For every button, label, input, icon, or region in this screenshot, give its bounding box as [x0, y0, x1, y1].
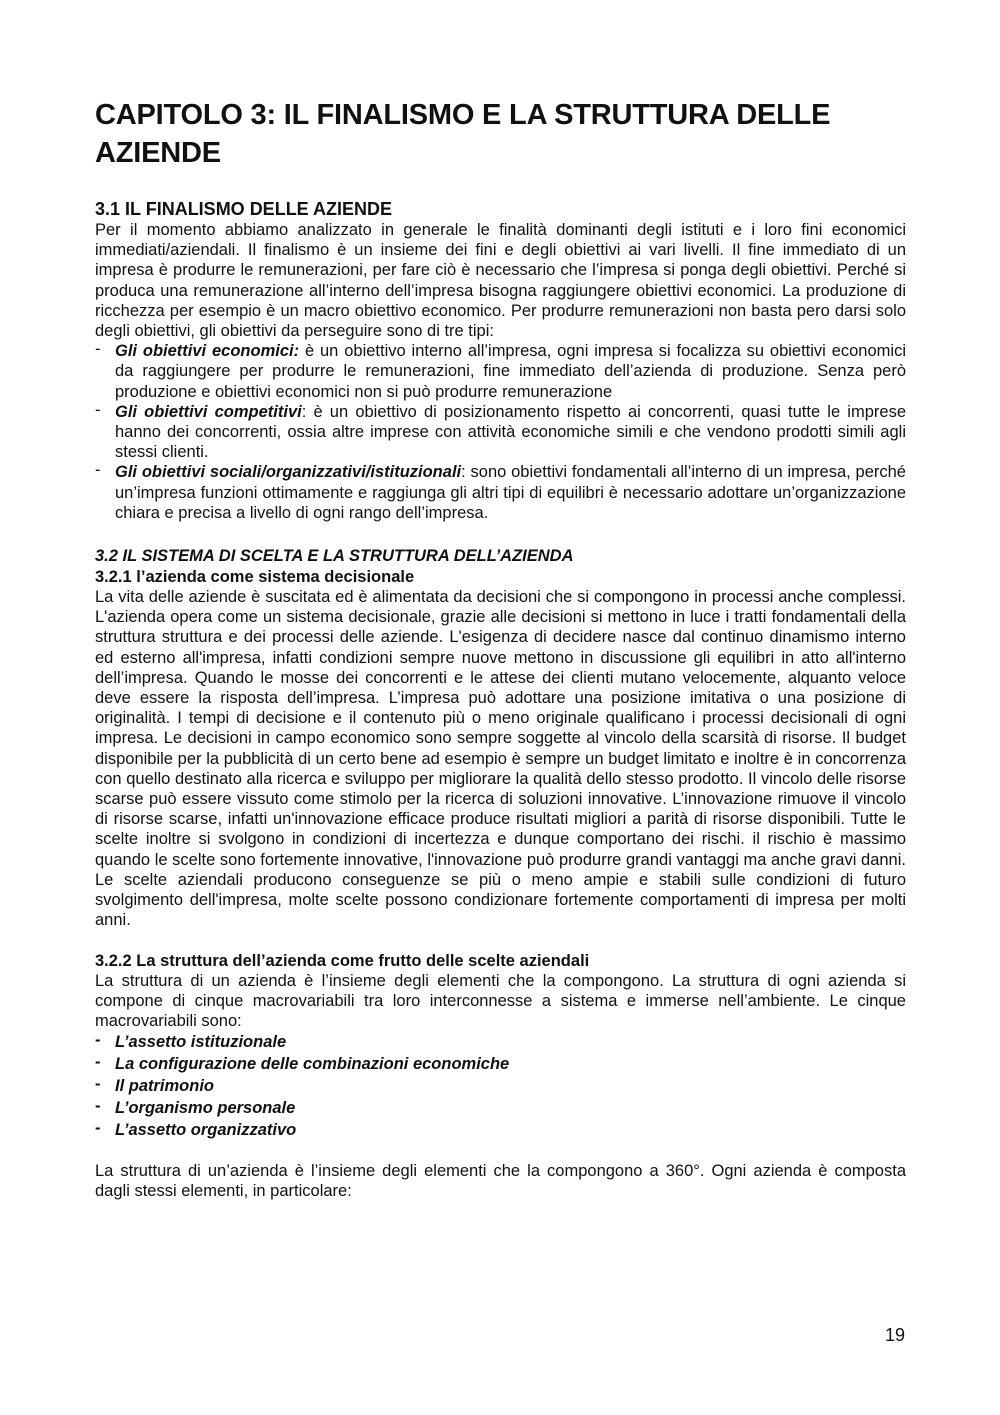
dash-marker: -	[95, 1075, 101, 1094]
list-item-term: Gli obiettivi sociali/organizzativi/istituzionali	[115, 463, 462, 482]
list-item	[95, 402, 906, 463]
list-item-term: Gli obiettivi economici:	[115, 342, 300, 361]
list-item	[95, 1075, 906, 1097]
dash-marker: -	[95, 1119, 101, 1138]
section-3-1-heading: 3.1 IL FINALISMO DELLE AZIENDE	[95, 199, 393, 219]
objectives-list	[95, 341, 906, 523]
dash-marker: -	[95, 461, 101, 480]
closing-paragraph: La struttura di un’azienda è l’insieme degli elementi che la compongono a 360°. Ogni azienda è composta dagli stessi elementi, in particolare:	[95, 1162, 906, 1201]
list-item-text: Il patrimonio	[115, 1077, 214, 1096]
section-3-2-heading: 3.2 IL SISTEMA DI SCELTA E LA STRUTTURA DELL’AZIENDA	[95, 547, 574, 566]
list-item	[95, 1097, 906, 1119]
subsection-3-2-1-heading: 3.2.1 l’azienda come sistema decisionale	[95, 568, 415, 587]
chapter-title: CAPITOLO 3: IL FINALISMO E LA STRUTTURA DELLE AZIENDE	[95, 99, 831, 169]
dash-marker: -	[95, 1097, 101, 1116]
dash-marker: -	[95, 1031, 101, 1050]
list-item-text: : è un obiettivo di posizionamento rispetto ai concorrenti, quasi tutte le imprese hanno dei concorrenti, ossia altre imprese con attività economiche simili e che vendono prodotti simili agli stessi clienti.	[115, 402, 906, 462]
list-item	[95, 1053, 906, 1075]
list-item-text: L’organismo personale	[115, 1099, 296, 1118]
page-number: 19	[884, 1325, 905, 1345]
dash-marker: -	[95, 340, 101, 359]
list-item	[95, 1119, 906, 1141]
list-item	[95, 341, 906, 402]
dash-marker: -	[95, 400, 101, 419]
list-item	[95, 1031, 906, 1053]
list-item-text: : sono obiettivi fondamentali all’interno di un impresa, perché un’impresa funzioni ottimamente e raggiunga gli altri tipi di equilibri è necessario adottare un’organizzazione chiara e precisa a livello di ogni rango dell’impresa.	[115, 463, 906, 522]
list-item-text: L’assetto istituzionale	[115, 1033, 287, 1052]
macrovariables-list	[95, 1031, 906, 1141]
subsection-3-2-2-heading: 3.2.2 La struttura dell’azienda come frutto delle scelte aziendali	[95, 951, 590, 970]
list-item-text: La configurazione delle combinazioni economiche	[115, 1055, 510, 1074]
document-page	[95, 96, 906, 1202]
list-item	[95, 462, 906, 523]
list-item-term: Gli obiettivi competitivi	[115, 402, 302, 421]
list-item-text: L’assetto organizzativo	[115, 1121, 297, 1140]
subsection-3-2-1-text: La vita delle aziende è suscitata ed è alimentata da decisioni che si compongono in processi anche complessi. L'azienda opera come un sistema decisionale, grazie alle decisioni si mettono in luce i tratti fondamentali della struttura struttura e dei processi delle aziende. L'esigenza di decidere nasce dal continuo dinamismo interno ed esterno all'impresa, infatti condizioni sempre nuove mettono in discussione gli equilibri in atto all'interno dell’impresa. Quando le mosse dei concorrenti e le attese dei clienti mutano velocemente, alquanto veloce deve essere la risposta dell’impresa. L’impresa può adottare una posizione imitativa o una posizione di originalità. I tempi di decisione e il contenuto più o meno originale qualificano i processi decisionali di ogni impresa. Le decisioni in campo economico sono sempre soggette al vincolo della scarsità di risorse. Il budget disponibile per la pubblicità di un certo bene ad esempio è sempre un budget limitato e inoltre è in concorrenza con quello destinato alla ricerca e sviluppo per migliorare la qualità dello stesso prodotto. Il vincolo delle risorse scarse può essere vissuto come stimolo per la ricerca di soluzioni innovative. L’innovazione rimuove il vincolo di risorse scarse, infatti un'innovazione efficace produce risultati migliori a parità di risorse disponibili. Tutte le scelte inoltre si svolgono in condizioni di incertezza e dunque comportano dei rischi. il rischio è massimo quando le scelte sono fortemente innovative, l'innovazione può produrre grandi vantaggi ma anche gravi danni. Le scelte aziendali producono conseguenze se più o meno ampie e stabili sulle condizioni di futuro svolgimento dell'impresa, molte scelte possono condizionare fortemente comportamenti di impresa per molti anni.	[95, 588, 906, 930]
dash-marker: -	[95, 1053, 101, 1072]
section-3-1-intro: Per il momento abbiamo analizzato in generale le finalità dominanti degli istituti e i loro fini economici immediati/aziendali. Il finalismo è un insieme dei fini e degli obiettivi ai vari livelli. Il fine immediato di un impresa è produrre le remunerazioni, per fare ciò è necessario che l’impresa si ponga degli obiettivi. Perché si produca una remunerazione all’interno dell’impresa bisogna raggiungere obiettivi economici. La produzione di ricchezza per esempio è un macro obiettivo economico. Per produrre remunerazioni non basta pero darsi solo degli obiettivi, gli obiettivi da perseguire sono di tre tipi:	[95, 221, 906, 341]
subsection-3-2-2-text: La struttura di un azienda è l’insieme degli elementi che la compongono. La struttura di ogni azienda si compone di cinque macrovariabili tra loro interconnesse a sistema e immerse nell’ambiente. Le cinque macrovariabili sono:	[95, 971, 906, 1030]
list-item-text: è un obiettivo interno all’impresa, ogni impresa si focalizza su obiettivi economici da raggiungere per produrre le remunerazioni, fine immediato dell’azienda di produzione. Senza però produzione e obiettivi economici non si può produrre remunerazione	[115, 342, 906, 401]
